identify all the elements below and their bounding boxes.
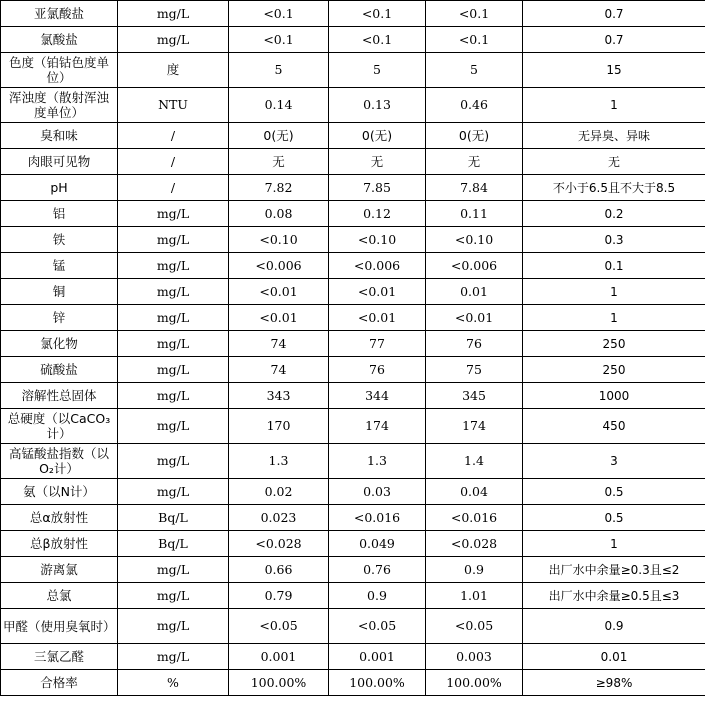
param-unit: mg/L [118, 409, 229, 444]
sample-value-2: 0.76 [329, 557, 426, 583]
table-row [1, 409, 705, 444]
sample-value-3: 7.84 [426, 175, 523, 201]
table-row [1, 583, 705, 609]
param-unit: mg/L [118, 27, 229, 53]
sample-value-3: 0.46 [426, 88, 523, 123]
param-unit: / [118, 175, 229, 201]
sample-value-3: 345 [426, 383, 523, 409]
table-row [1, 305, 705, 331]
sample-value-1: 74 [229, 357, 329, 383]
sample-value-1: <0.05 [229, 609, 329, 644]
sample-value-2: 0.13 [329, 88, 426, 123]
sample-value-3: <0.01 [426, 305, 523, 331]
sample-value-2: 无 [329, 149, 426, 175]
param-unit: mg/L [118, 557, 229, 583]
standard-limit: 1000 [523, 383, 705, 409]
param-name: 色度（铂钴色度单位） [1, 53, 118, 88]
table-row [1, 609, 705, 644]
table-row [1, 331, 705, 357]
table-row [1, 227, 705, 253]
standard-limit: 450 [523, 409, 705, 444]
standard-limit: 0.5 [523, 505, 705, 531]
sample-value-2: <0.1 [329, 1, 426, 27]
sample-value-3: <0.05 [426, 609, 523, 644]
sample-value-3: 5 [426, 53, 523, 88]
standard-limit: 250 [523, 331, 705, 357]
param-name: 甲醛（使用臭氧时） [1, 609, 118, 644]
param-unit: Bq/L [118, 531, 229, 557]
table-row [1, 557, 705, 583]
sample-value-2: <0.01 [329, 305, 426, 331]
sample-value-2: 1.3 [329, 444, 426, 479]
sample-value-3: 无 [426, 149, 523, 175]
table-row [1, 253, 705, 279]
param-unit: / [118, 149, 229, 175]
sample-value-3: <0.028 [426, 531, 523, 557]
sample-value-2: 100.00% [329, 670, 426, 696]
sample-value-2: 0.049 [329, 531, 426, 557]
param-unit: mg/L [118, 305, 229, 331]
sample-value-3: <0.006 [426, 253, 523, 279]
param-name: 锰 [1, 253, 118, 279]
standard-limit: 无异臭、异味 [523, 123, 705, 149]
param-unit: 度 [118, 53, 229, 88]
param-name: 铁 [1, 227, 118, 253]
sample-value-1: <0.1 [229, 27, 329, 53]
sample-value-1: <0.01 [229, 279, 329, 305]
param-unit: NTU [118, 88, 229, 123]
param-unit: mg/L [118, 253, 229, 279]
sample-value-3: <0.1 [426, 1, 523, 27]
sample-value-1: 100.00% [229, 670, 329, 696]
sample-value-3: 0.9 [426, 557, 523, 583]
table-row [1, 644, 705, 670]
sample-value-2: 174 [329, 409, 426, 444]
sample-value-2: 0.12 [329, 201, 426, 227]
param-name: 总硬度（以CaCO₃计） [1, 409, 118, 444]
sample-value-2: <0.01 [329, 279, 426, 305]
sample-value-1: 0.023 [229, 505, 329, 531]
param-name: 总α放射性 [1, 505, 118, 531]
table-row [1, 279, 705, 305]
sample-value-1: 0(无) [229, 123, 329, 149]
sample-value-2: 5 [329, 53, 426, 88]
standard-limit: 出厂水中余量≥0.5且≤3 [523, 583, 705, 609]
table-row [1, 27, 705, 53]
table-row [1, 670, 705, 696]
param-unit: mg/L [118, 444, 229, 479]
table-row [1, 444, 705, 479]
standard-limit: 250 [523, 357, 705, 383]
sample-value-2: <0.016 [329, 505, 426, 531]
standard-limit: 0.5 [523, 479, 705, 505]
table-row [1, 357, 705, 383]
sample-value-2: <0.10 [329, 227, 426, 253]
param-name: 浑浊度（散射浑浊度单位） [1, 88, 118, 123]
sample-value-1: <0.1 [229, 1, 329, 27]
sample-value-2: <0.006 [329, 253, 426, 279]
param-unit: mg/L [118, 357, 229, 383]
param-name: 合格率 [1, 670, 118, 696]
standard-limit: 3 [523, 444, 705, 479]
standard-limit: 0.7 [523, 27, 705, 53]
standard-limit: 1 [523, 305, 705, 331]
param-unit: mg/L [118, 1, 229, 27]
param-unit: mg/L [118, 383, 229, 409]
standard-limit: 1 [523, 531, 705, 557]
param-unit: mg/L [118, 479, 229, 505]
table-row [1, 505, 705, 531]
standard-limit: 0.2 [523, 201, 705, 227]
sample-value-1: <0.10 [229, 227, 329, 253]
sample-value-1: 0.08 [229, 201, 329, 227]
param-name: 三氯乙醛 [1, 644, 118, 670]
standard-limit: 出厂水中余量≥0.3且≤2 [523, 557, 705, 583]
sample-value-3: 1.01 [426, 583, 523, 609]
sample-value-1: 无 [229, 149, 329, 175]
sample-value-3: 75 [426, 357, 523, 383]
sample-value-3: <0.10 [426, 227, 523, 253]
standard-limit: 0.01 [523, 644, 705, 670]
sample-value-3: 0.11 [426, 201, 523, 227]
sample-value-3: 0(无) [426, 123, 523, 149]
sample-value-1: 0.66 [229, 557, 329, 583]
sample-value-3: 0.04 [426, 479, 523, 505]
sample-value-1: 1.3 [229, 444, 329, 479]
sample-value-1: 170 [229, 409, 329, 444]
sample-value-3: <0.1 [426, 27, 523, 53]
table-row [1, 201, 705, 227]
table-row [1, 479, 705, 505]
sample-value-1: 0.14 [229, 88, 329, 123]
sample-value-2: 7.85 [329, 175, 426, 201]
sample-value-3: <0.016 [426, 505, 523, 531]
param-unit: mg/L [118, 279, 229, 305]
sample-value-1: 7.82 [229, 175, 329, 201]
param-unit: Bq/L [118, 505, 229, 531]
table-body [1, 1, 705, 696]
param-unit: mg/L [118, 201, 229, 227]
standard-limit: 1 [523, 88, 705, 123]
param-name: 总氯 [1, 583, 118, 609]
standard-limit: 15 [523, 53, 705, 88]
sample-value-1: 0.79 [229, 583, 329, 609]
sample-value-2: <0.1 [329, 27, 426, 53]
param-unit: mg/L [118, 609, 229, 644]
param-name: 硫酸盐 [1, 357, 118, 383]
sample-value-3: 1.4 [426, 444, 523, 479]
table-row [1, 175, 705, 201]
standard-limit: 0.3 [523, 227, 705, 253]
table-row [1, 1, 705, 27]
param-name: 氨（以N计） [1, 479, 118, 505]
param-name: 氯化物 [1, 331, 118, 357]
param-name: 总β放射性 [1, 531, 118, 557]
table-row [1, 88, 705, 123]
sample-value-3: 0.003 [426, 644, 523, 670]
sample-value-2: 0(无) [329, 123, 426, 149]
standard-limit: 不小于6.5且不大于8.5 [523, 175, 705, 201]
standard-limit: 0.1 [523, 253, 705, 279]
sample-value-2: 77 [329, 331, 426, 357]
param-name: 高锰酸盐指数（以O₂计） [1, 444, 118, 479]
sample-value-1: 0.02 [229, 479, 329, 505]
sample-value-3: 174 [426, 409, 523, 444]
sample-value-1: 343 [229, 383, 329, 409]
param-name: 铝 [1, 201, 118, 227]
standard-limit: 无 [523, 149, 705, 175]
sample-value-2: 344 [329, 383, 426, 409]
sample-value-1: 0.001 [229, 644, 329, 670]
sample-value-1: <0.028 [229, 531, 329, 557]
sample-value-1: <0.01 [229, 305, 329, 331]
param-unit: % [118, 670, 229, 696]
table-row [1, 383, 705, 409]
sample-value-1: 5 [229, 53, 329, 88]
sample-value-2: 0.9 [329, 583, 426, 609]
table-row [1, 123, 705, 149]
table-row [1, 531, 705, 557]
param-name: 锌 [1, 305, 118, 331]
standard-limit: 0.9 [523, 609, 705, 644]
param-unit: mg/L [118, 644, 229, 670]
standard-limit: 1 [523, 279, 705, 305]
param-unit: mg/L [118, 227, 229, 253]
sample-value-2: 76 [329, 357, 426, 383]
param-name: 氯酸盐 [1, 27, 118, 53]
standard-limit: 0.7 [523, 1, 705, 27]
param-name: 铜 [1, 279, 118, 305]
sample-value-2: <0.05 [329, 609, 426, 644]
param-name: 溶解性总固体 [1, 383, 118, 409]
param-unit: mg/L [118, 583, 229, 609]
param-unit: / [118, 123, 229, 149]
sample-value-2: 0.03 [329, 479, 426, 505]
standard-limit: ≥98% [523, 670, 705, 696]
param-name: 亚氯酸盐 [1, 1, 118, 27]
param-unit: mg/L [118, 331, 229, 357]
param-name: 臭和味 [1, 123, 118, 149]
param-name: 游离氯 [1, 557, 118, 583]
sample-value-3: 76 [426, 331, 523, 357]
sample-value-2: 0.001 [329, 644, 426, 670]
sample-value-3: 0.01 [426, 279, 523, 305]
param-name: pH [1, 175, 118, 201]
param-name: 肉眼可见物 [1, 149, 118, 175]
sample-value-3: 100.00% [426, 670, 523, 696]
table-row [1, 149, 705, 175]
table-row [1, 53, 705, 88]
sample-value-1: 74 [229, 331, 329, 357]
sample-value-1: <0.006 [229, 253, 329, 279]
